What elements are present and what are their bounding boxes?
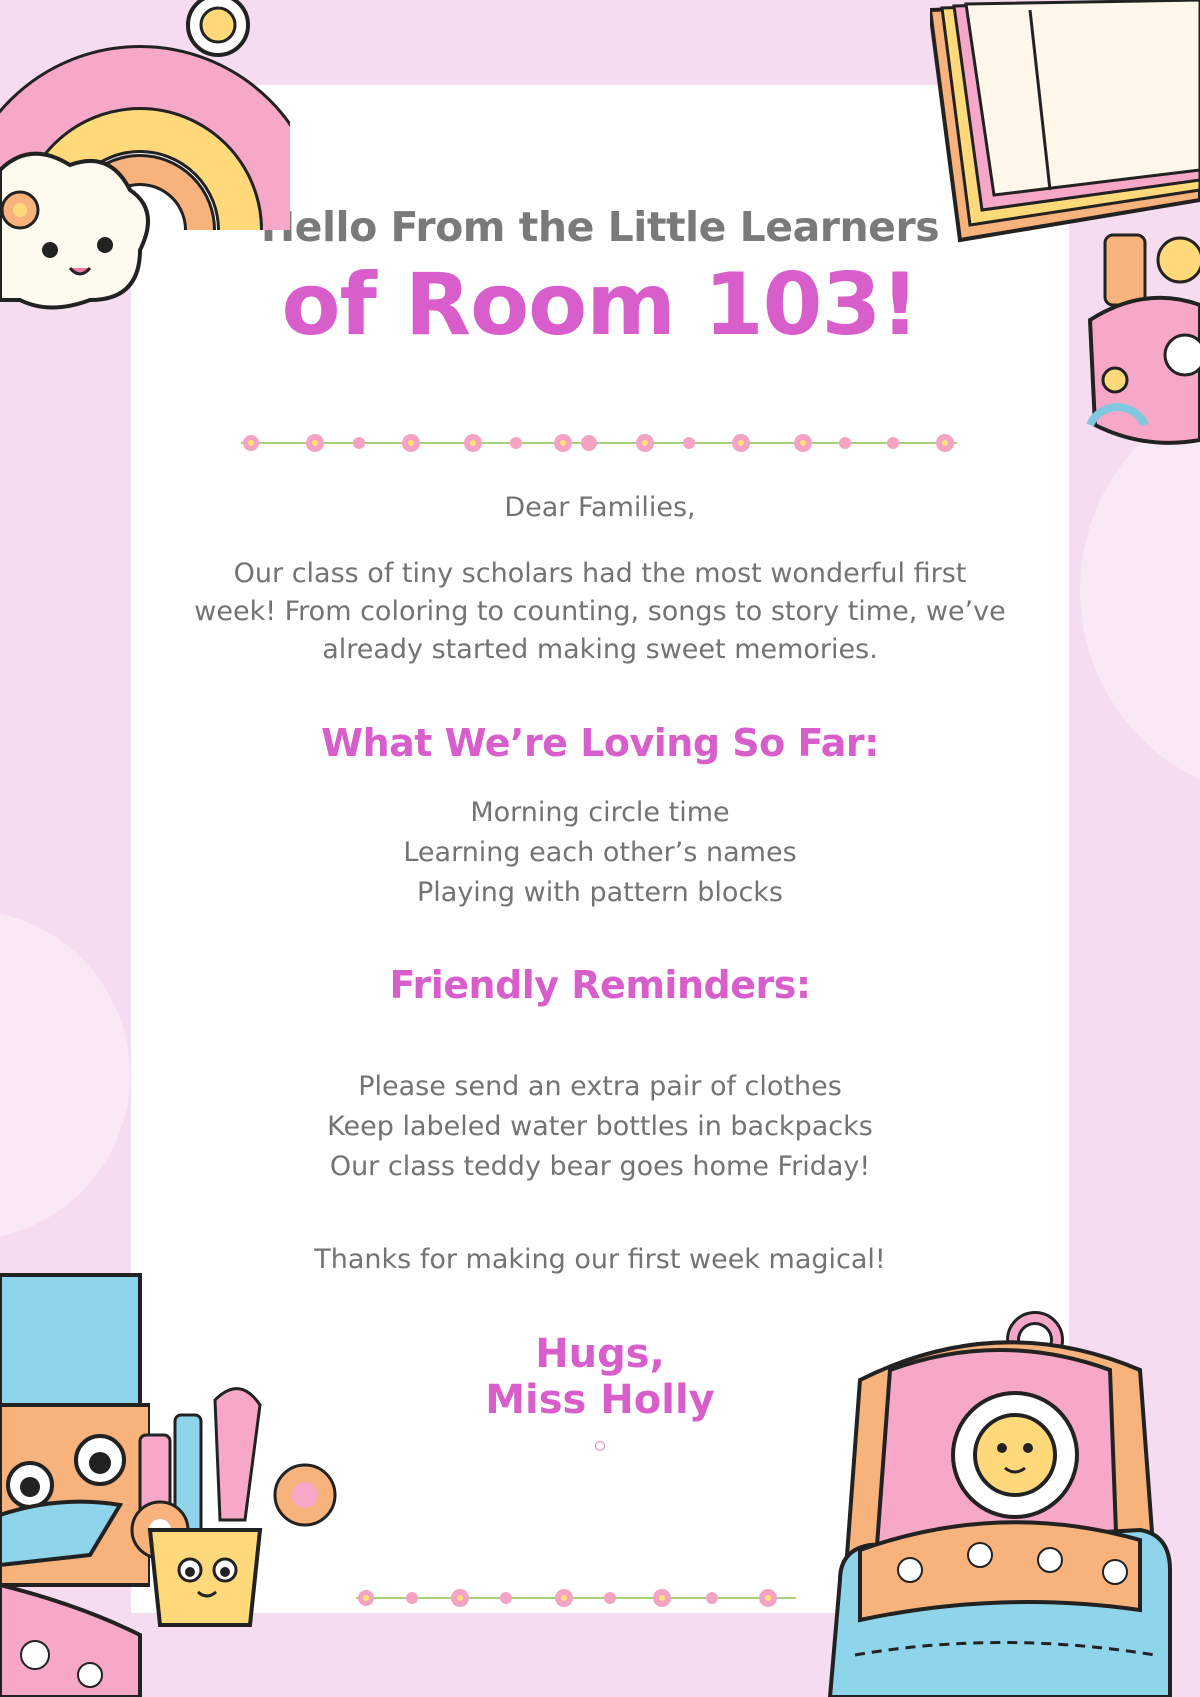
heading-line-2: of Room 103! xyxy=(281,255,919,355)
list-item: Morning circle time xyxy=(470,797,730,828)
flower-vine-icon xyxy=(241,430,957,456)
open-book-icon xyxy=(930,0,1200,260)
background-circle xyxy=(0,910,130,1240)
decorative-dot xyxy=(595,1441,605,1451)
signoff-hugs: Hugs, xyxy=(535,1331,665,1377)
list-item: Please send an extra pair of clothes xyxy=(358,1071,842,1102)
reminders-list xyxy=(131,1067,1069,1187)
list-item: Keep labeled water bottles in backpacks xyxy=(327,1111,873,1142)
list-item: Learning each other’s names xyxy=(403,837,797,868)
backpack-icon xyxy=(800,1310,1200,1697)
greeting: Dear Families, xyxy=(504,492,696,523)
loving-section-title: What We’re Loving So Far: xyxy=(321,721,879,765)
heading-line-1: Hello From the Little Learners xyxy=(260,203,940,251)
flower-vine-icon xyxy=(356,1585,796,1611)
intro-paragraph: Our class of tiny scholars had the most wonderful first week! From coloring to counting, songs to story time, we’ve already started making sweet memories. xyxy=(194,558,1006,665)
list-item: Our class teddy bear goes home Friday! xyxy=(329,1151,871,1182)
pencil-cup-icon xyxy=(120,1380,350,1630)
signoff-name: Miss Holly xyxy=(485,1377,715,1423)
reminders-section-title: Friendly Reminders: xyxy=(389,963,811,1007)
loving-list xyxy=(131,793,1069,913)
rainbow-cloud-icon xyxy=(0,0,290,320)
pencil-case-icon xyxy=(1085,225,1200,445)
thanks-line: Thanks for making our first week magical! xyxy=(314,1244,886,1275)
list-item: Playing with pattern blocks xyxy=(416,877,783,908)
